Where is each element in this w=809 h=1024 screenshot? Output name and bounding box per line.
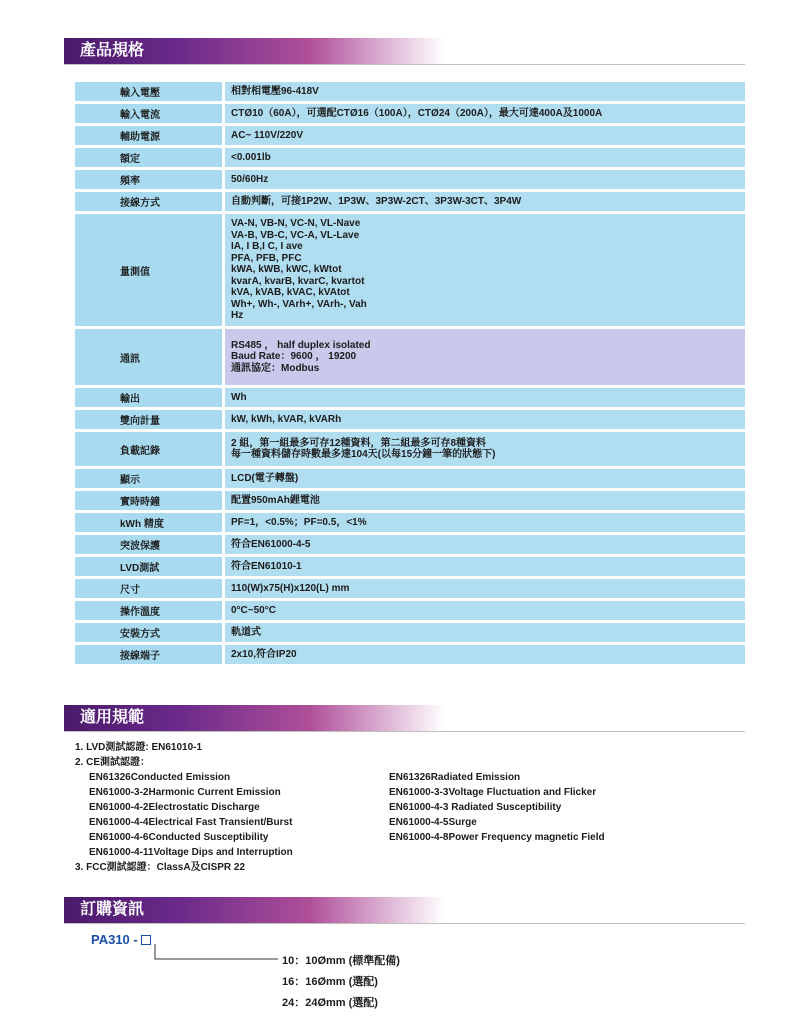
spec-label: 突波保護 — [75, 535, 222, 554]
spec-value — [225, 645, 745, 664]
spec-row — [75, 601, 745, 620]
spec-row — [75, 579, 745, 598]
spec-row — [75, 170, 745, 189]
ce-item: EN61000-4-4Electrical Fast Transient/Burst — [89, 817, 293, 828]
spec-row — [75, 645, 745, 664]
spec-row — [75, 513, 745, 532]
spec-value — [225, 82, 745, 101]
spec-value-line: 每一種資料儲存時數最多達104天(以每15分鐘一筆的狀態下) — [231, 449, 496, 460]
spec-label: 雙向計量 — [75, 410, 222, 429]
spec-value — [225, 410, 745, 429]
ce-item: EN61000-4-5Surge — [389, 817, 477, 828]
spec-value-line: VA-N, VB-N, VC-N, VL-Nave — [231, 218, 361, 230]
spec-row — [75, 192, 745, 211]
spec-value-line: RS485 ， half duplex isolated — [231, 339, 371, 351]
spec-row — [75, 432, 745, 466]
ce-item: EN61000-4-8Power Frequency magnetic Field — [389, 832, 605, 843]
spec-row — [75, 410, 745, 429]
spec-label: 輸入電流 — [75, 104, 222, 123]
spec-label: kWh 精度 — [75, 513, 222, 532]
ce-item: EN61326Conducted Emission — [89, 772, 231, 783]
spec-label: 負載記錄 — [75, 432, 222, 466]
spec-row — [75, 491, 745, 510]
spec-value-line: LCD(電子轉盤) — [231, 472, 299, 484]
spec-value — [225, 214, 745, 326]
spec-label: 接線端子 — [75, 645, 222, 664]
spec-label: 通訊 — [75, 329, 222, 385]
spec-value-line: 0°C~50°C — [231, 604, 276, 616]
spec-value-line: 軌道式 — [231, 626, 261, 638]
spec-label: 操作溫度 — [75, 601, 222, 620]
order-code — [91, 932, 151, 947]
ce-item: EN61000-4-3 Radiated Susceptibility — [389, 802, 562, 813]
spec-value-line: AC~ 110V/220V — [231, 129, 303, 141]
spec-value — [225, 170, 745, 189]
ce-item: EN61326Radiated Emission — [389, 772, 521, 783]
spec-value-line: 自動判斷，可接1P2W、1P3W、3P3W-2CT、3P3W-3CT、3P4W — [231, 195, 522, 207]
order-option: 16：16Ømm (選配) — [282, 976, 378, 988]
spec-value-line: 符合EN61000-4-5 — [231, 538, 311, 550]
spec-value-line: 50/60Hz — [231, 173, 269, 185]
spec-row — [75, 388, 745, 407]
spec-value-line: IA, I B,I C, I ave — [231, 241, 303, 253]
spec-value-line: 2x10,符合IP20 — [231, 648, 297, 660]
spec-value-line: 符合EN61010-1 — [231, 560, 302, 572]
order-code-text: PA310 - — [91, 932, 138, 947]
spec-row — [75, 535, 745, 554]
spec-value-line: kVA, kVAB, kVAC, kVAtot — [231, 287, 350, 299]
spec-row — [75, 329, 745, 385]
spec-label: 顯示 — [75, 469, 222, 488]
section-title-order: 訂購資訊 — [64, 897, 444, 923]
spec-value-line: kW, kWh, kVAR, kVARh — [231, 413, 342, 425]
spec-value — [225, 104, 745, 123]
spec-label: 頻率 — [75, 170, 222, 189]
spec-value-line: kWA, kWB, kWC, kWtot — [231, 264, 342, 276]
standard-fcc: 3. FCC測試認證：ClassA及CISPR 22 — [75, 862, 246, 873]
spec-label: 輸出 — [75, 388, 222, 407]
spec-value-line: Wh+, Wh-, VArh+, VArh-, Vah — [231, 298, 367, 310]
spec-value-line: CTØ10（60A），可選配CTØ16（100A），CTØ24（200A），最大可達400A及1000A — [231, 107, 603, 119]
spec-value — [225, 192, 745, 211]
spec-value — [225, 601, 745, 620]
spec-value — [225, 557, 745, 576]
spec-value-line: Hz — [231, 310, 244, 322]
spec-value-line: PFA, PFB, PFC — [231, 252, 302, 264]
spec-value-line: <0.001lb — [231, 151, 271, 163]
spec-value — [225, 623, 745, 642]
ce-list-right — [389, 770, 605, 845]
ce-item: EN61000-4-11Voltage Dips and Interruption — [89, 847, 293, 858]
spec-row — [75, 126, 745, 145]
section-title-standards: 適用規範 — [64, 705, 444, 731]
spec-value-line: kvarA, kvarB, kvarC, kvartot — [231, 275, 365, 287]
ce-item: EN61000-3-3Voltage Fluctuation and Flicker — [389, 787, 597, 798]
spec-label: 接線方式 — [75, 192, 222, 211]
spec-label: 輸入電壓 — [75, 82, 222, 101]
ce-list-left — [89, 770, 293, 860]
spec-value-line: 2 組，第一組最多可存12種資料，第二組最多可存8種資料 — [231, 437, 487, 449]
spec-value — [225, 329, 745, 385]
spec-value — [225, 126, 745, 145]
spec-value-line: 110(W)x75(H)x120(L) mm — [231, 582, 350, 594]
spec-label: 安裝方式 — [75, 623, 222, 642]
spec-row — [75, 82, 745, 101]
divider — [64, 64, 745, 65]
spec-value — [225, 469, 745, 488]
spec-label: 額定 — [75, 148, 222, 167]
spec-value-line: Baud Rate：9600 ， 19200 — [231, 351, 357, 363]
spec-row — [75, 557, 745, 576]
spec-value-line: Wh — [231, 391, 247, 403]
spec-value-line: VA-B, VB-C, VC-A, VL-Lave — [231, 229, 360, 241]
spec-label: 尺寸 — [75, 579, 222, 598]
divider — [64, 923, 745, 924]
spec-label: 量測值 — [75, 214, 222, 326]
spec-value — [225, 491, 745, 510]
spec-label: 實時時鐘 — [75, 491, 222, 510]
standard-ce-heading: 2. CE測試認證： — [75, 757, 151, 768]
spec-value — [225, 388, 745, 407]
spec-value — [225, 432, 745, 466]
spec-value-line: 配置950mAh鋰電池 — [231, 494, 320, 506]
spec-label: 輔助電源 — [75, 126, 222, 145]
spec-value — [225, 579, 745, 598]
spec-row — [75, 469, 745, 488]
spec-row — [75, 214, 745, 326]
spec-value — [225, 535, 745, 554]
spec-value — [225, 148, 745, 167]
ce-item: EN61000-4-6Conducted Susceptibility — [89, 832, 269, 843]
spec-table — [75, 79, 745, 667]
order-option: 24：24Ømm (選配) — [282, 997, 378, 1009]
spec-row — [75, 623, 745, 642]
spec-value-line: 相對相電壓96-418V — [231, 85, 319, 97]
standard-lvd: 1. LVD測試認證: EN61010-1 — [75, 742, 203, 753]
section-title-specs: 產品規格 — [64, 38, 444, 64]
divider — [64, 731, 745, 732]
spec-row — [75, 148, 745, 167]
order-connector-line — [150, 944, 280, 964]
ce-item: EN61000-3-2Harmonic Current Emission — [89, 787, 281, 798]
spec-value-line: PF=1，<0.5%；PF=0.5，<1% — [231, 516, 367, 528]
spec-label: LVD測試 — [75, 557, 222, 576]
ce-item: EN61000-4-2Electrostatic Discharge — [89, 802, 260, 813]
spec-value-line: 通訊協定：Modbus — [231, 362, 320, 374]
spec-value — [225, 513, 745, 532]
spec-row — [75, 104, 745, 123]
order-option: 10：10Ømm (標準配備) — [282, 955, 400, 967]
